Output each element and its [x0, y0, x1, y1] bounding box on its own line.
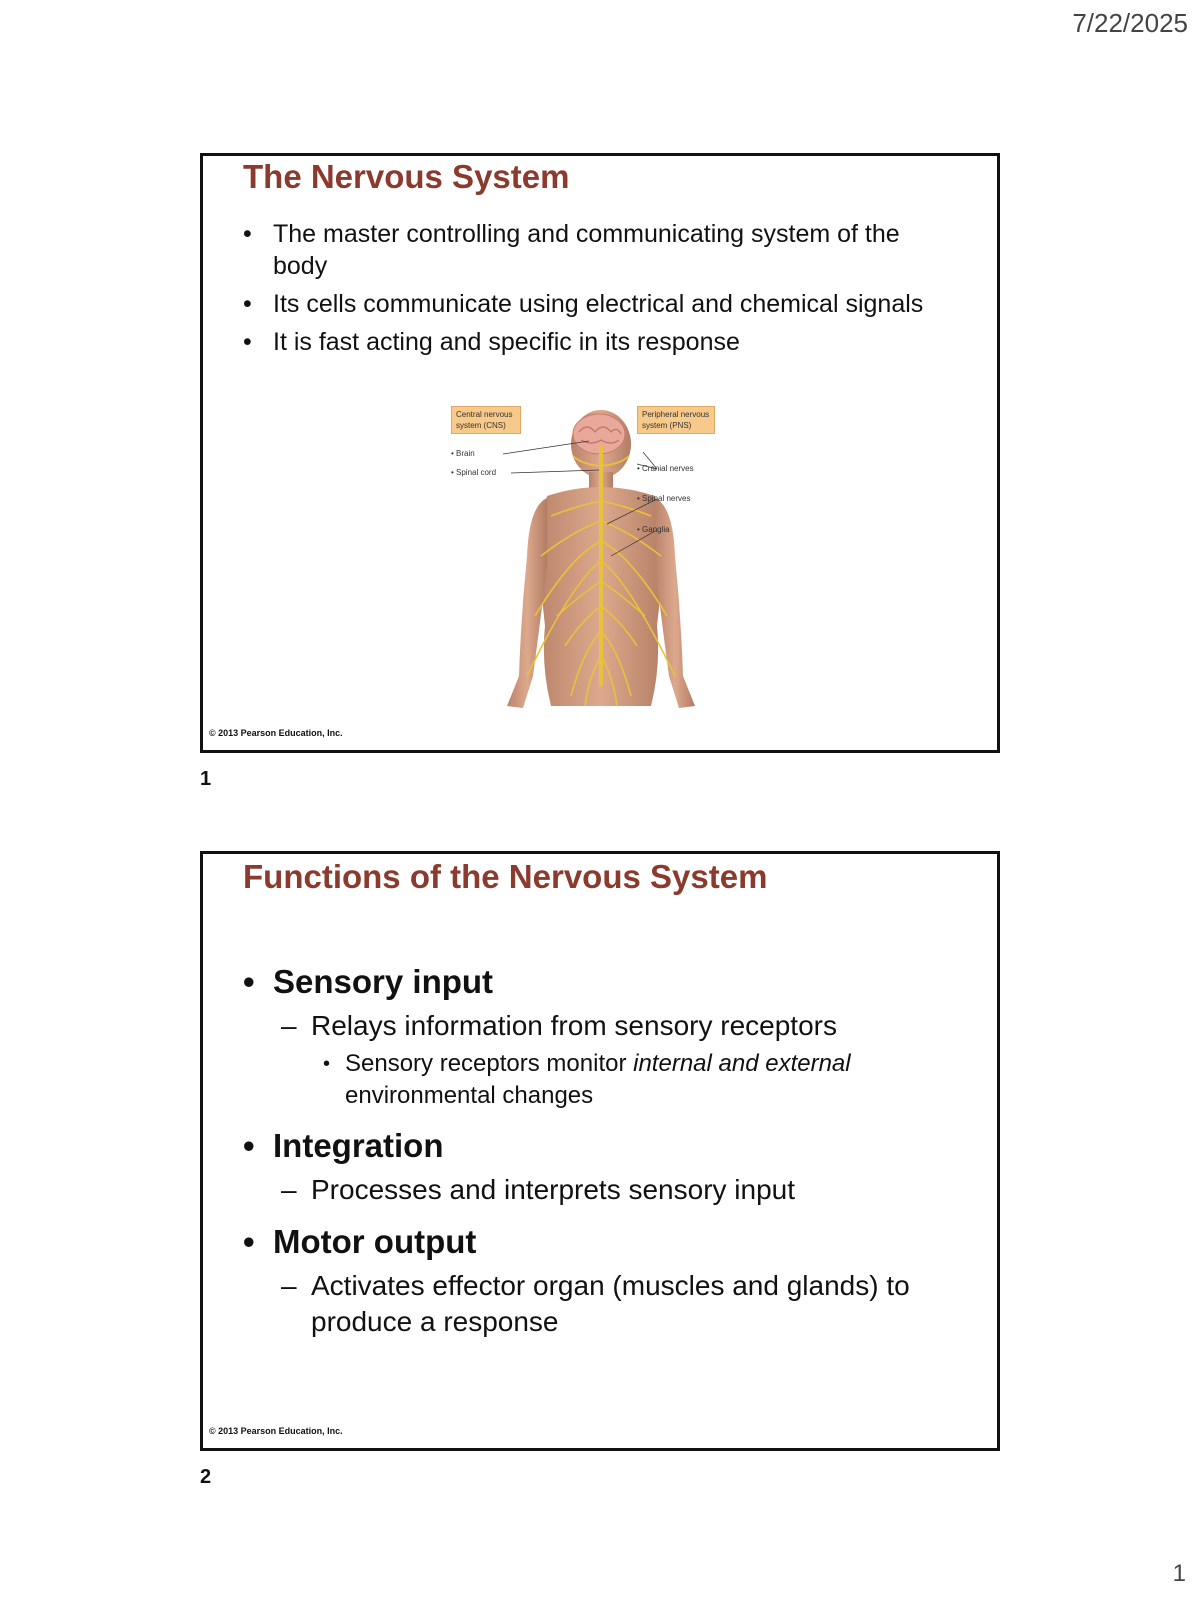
function-heading-integration: • Integration [243, 1126, 957, 1166]
bullet-item: • Its cells communicate using electrical and chemical signals [243, 288, 957, 320]
slide-title: Functions of the Nervous System [243, 858, 768, 895]
copyright: © 2013 Pearson Education, Inc. [209, 1426, 343, 1436]
page-date: 7/22/2025 [1072, 8, 1188, 38]
slide-title: The Nervous System [243, 158, 570, 195]
spinal-cord-label: • Spinal cord [451, 468, 497, 477]
cranial-nerves-label: • Cranial nerves [637, 464, 694, 473]
bullet-item: • It is fast acting and specific in its response [243, 326, 957, 358]
page-number: 1 [1172, 1560, 1186, 1587]
bullet-item: • The master controlling and communicating system of the body [243, 218, 957, 282]
function-heading-motor: • Motor output [243, 1222, 957, 1262]
function-sub-integration: – Processes and interprets sensory input [243, 1172, 957, 1208]
cns-label-box: Central nervous system (CNS) [451, 406, 521, 434]
function-sub-motor: – Activates effector organ (muscles and glands) to produce a response [243, 1268, 957, 1340]
function-detail-sensory: • Sensory receptors monitor internal and external environmental changes [243, 1048, 957, 1112]
slide-1 [200, 153, 1000, 753]
brain-label: • Brain [451, 449, 475, 458]
slide-number-2: 2 [200, 1466, 212, 1488]
ganglia-label: • Ganglia [637, 525, 670, 534]
function-heading-sensory: • Sensory input [243, 962, 957, 1002]
nervous-system-figure [451, 406, 741, 726]
function-sub-sensory: – Relays information from sensory receptors [243, 1008, 957, 1044]
body-illustration [461, 406, 741, 726]
function-list [243, 948, 957, 1340]
slide-number-1: 1 [200, 768, 212, 790]
bullet-list [243, 218, 957, 364]
spinal-nerves-label: • Spinal nerves [637, 494, 691, 503]
pns-label-box: Peripheral nervous system (PNS) [637, 406, 715, 434]
slide-2 [200, 851, 1000, 1451]
copyright: © 2013 Pearson Education, Inc. [209, 728, 343, 738]
